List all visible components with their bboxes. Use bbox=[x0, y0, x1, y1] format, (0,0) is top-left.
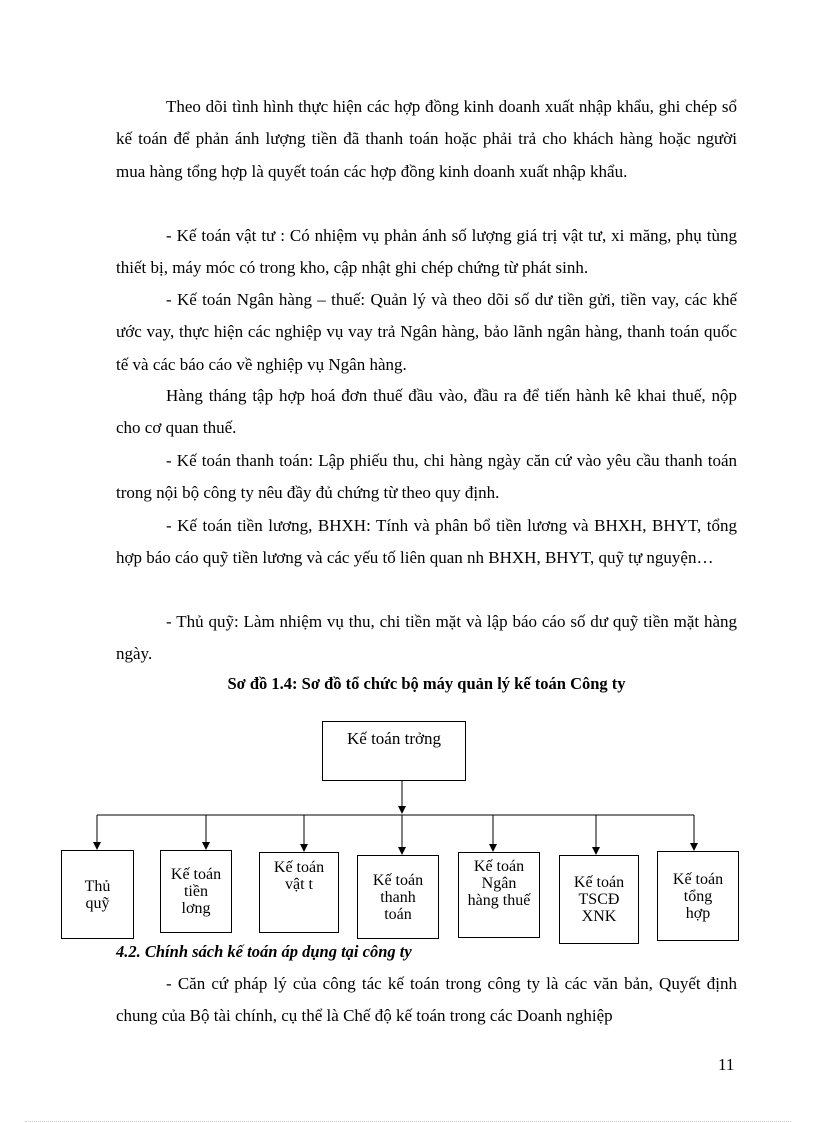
treasurer-box: Thủ quỹ bbox=[61, 850, 134, 939]
paragraph-bank-tax-accountant: - Kế toán Ngân hàng – thuế: Quản lý và theo dõi số dư tiền gửi, tiền vay, các khế ước vay, thực hiện các nghiệp vụ vay trả Ngân hàng, bảo lãnh ngân hàng, thanh toán quốc tế và các báo cáo về nghiệp vụ Ngân hàng. bbox=[116, 290, 737, 374]
fixed-assets-accountant-box: Kế toán TSCĐ XNK bbox=[559, 855, 639, 944]
payment-accountant-box: Kế toán thanh toán bbox=[357, 855, 439, 939]
paragraph-treasurer: - Thủ quỹ: Làm nhiệm vụ thu, chi tiền mặt và lập báo cáo số dư quỹ tiền mặt hàng ngày. bbox=[116, 612, 737, 664]
general-accountant-box: Kế toán tổng hợp bbox=[657, 851, 739, 941]
paragraph-legal-basis: - Căn cứ pháp lý của công tác kế toán trong công ty là các văn bản, Quyết định chung của Bộ tài chính, cụ thể là Chế độ kế toán trong các Doanh nghiệp bbox=[116, 974, 737, 1026]
section-heading: 4.2. Chính sách kế toán áp dụng tại công ty bbox=[116, 942, 412, 961]
paragraph-payment-accountant: - Kế toán thanh toán: Lập phiếu thu, chi hàng ngày căn cứ vào yêu cầu thanh toán trong nội bộ công ty nêu đầy đủ chứng từ theo quy định. bbox=[116, 451, 737, 503]
page-bottom-rule bbox=[25, 1121, 791, 1122]
diagram-caption: Sơ đồ 1.4: Sơ đồ tổ chức bộ máy quản lý kế toán Công ty bbox=[227, 674, 626, 693]
bank-tax-accountant-box: Kế toán Ngân hàng thuế bbox=[458, 852, 540, 938]
paragraph-tax-invoices: Hàng tháng tập hợp hoá đơn thuế đầu vào, đầu ra để tiến hành kê khai thuế, nộp cho cơ quan thuế. bbox=[116, 386, 737, 438]
payroll-accountant-box: Kế toán tiền lơng bbox=[160, 850, 232, 933]
materials-accountant-box: Kế toán vật t bbox=[259, 852, 339, 933]
page-number: 11 bbox=[718, 1055, 735, 1074]
paragraph-payroll-accountant: - Kế toán tiền lương, BHXH: Tính và phân bổ tiền lương và BHXH, BHYT, tổng hợp báo cáo quỹ tiền lương và các yếu tố liên quan nh BHXH, BHYT, quỹ tự nguyện… bbox=[116, 516, 737, 568]
paragraph-contract-tracking: Theo dõi tình hình thực hiện các hợp đồng kinh doanh xuất nhập khẩu, ghi chép sổ kế toán để phản ánh lượng tiền đã thanh toán hoặc phải trả cho khách hàng hoặc người mua hàng tổng hợp là quyết toán các hợp đồng kinh doanh xuất nhập khẩu. bbox=[116, 97, 737, 181]
chief-accountant-box: Kế toán trởng bbox=[322, 721, 466, 781]
paragraph-materials-accountant: - Kế toán vật tư : Có nhiệm vụ phản ánh số lượng giá trị vật tư, xi măng, phụ tùng thiết bị, máy móc có trong kho, cập nhật ghi chép chứng từ phát sinh. bbox=[116, 226, 737, 278]
